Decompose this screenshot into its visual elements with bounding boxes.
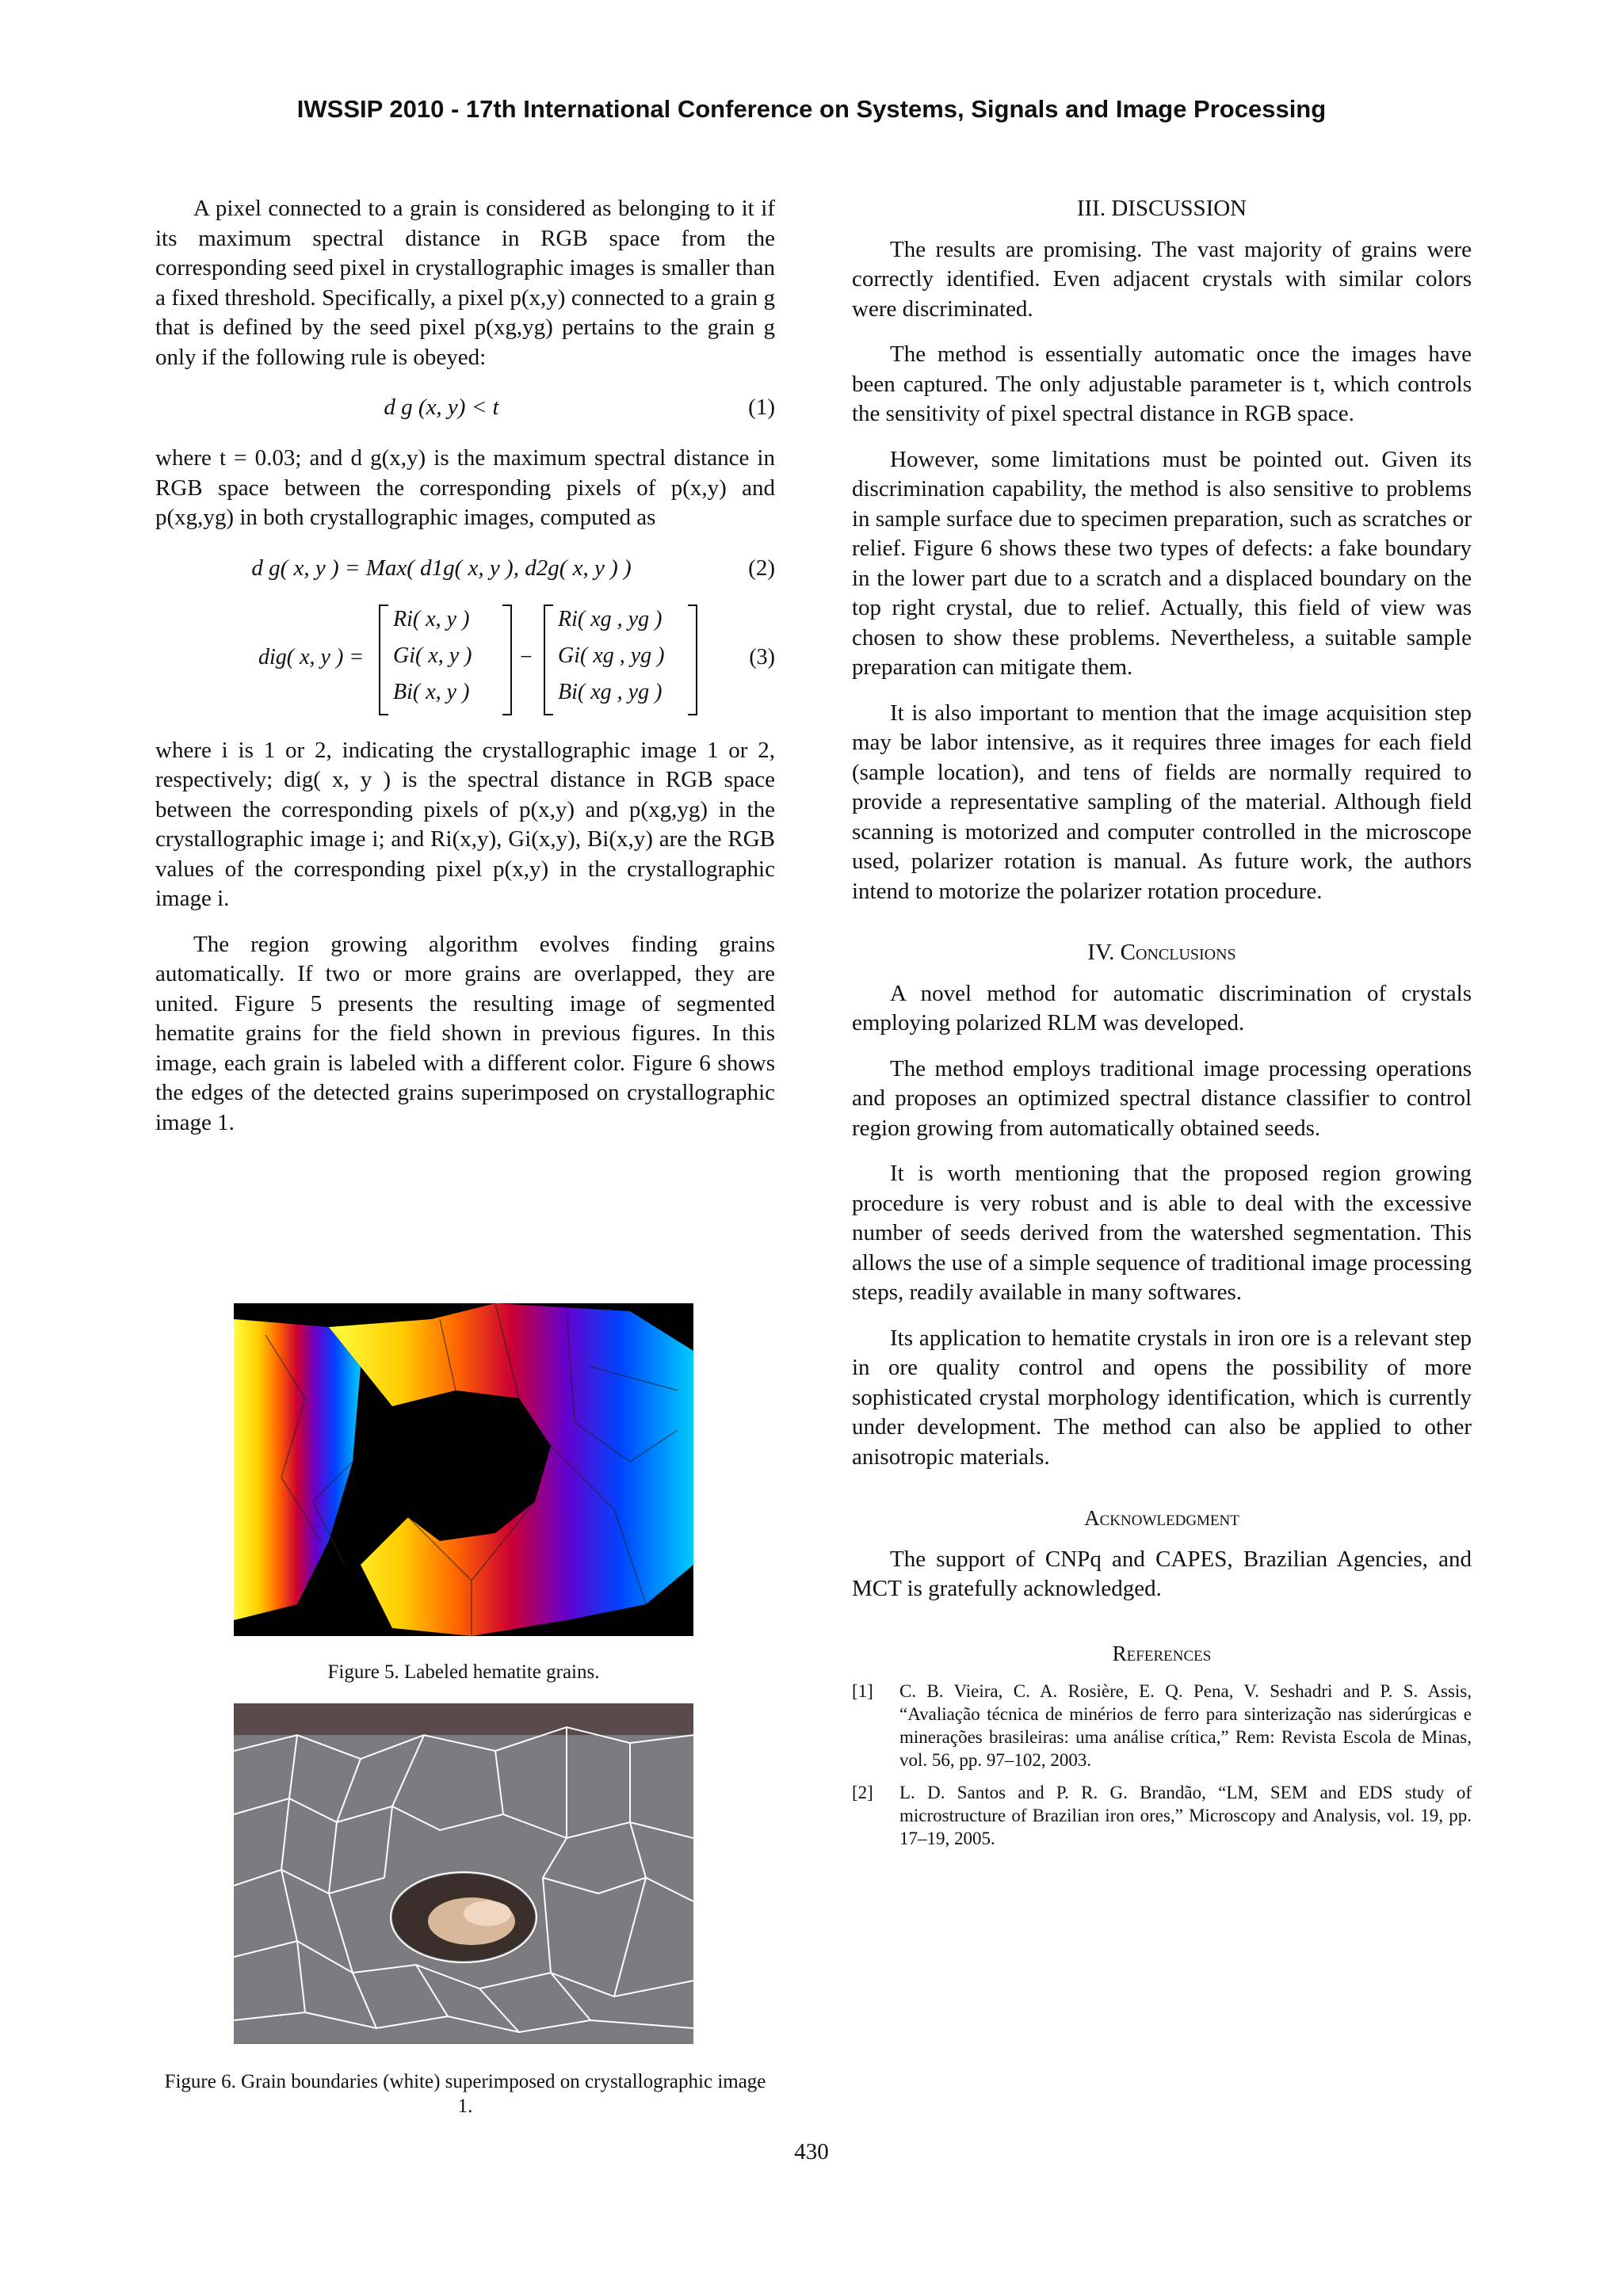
matrix-b-left-bracket	[544, 605, 553, 715]
paragraph-results: The results are promising. The vast majority of grains were correctly identified. Even adjacent crystals with similar colors were discriminated.	[852, 236, 1472, 322]
page-number: 430	[794, 2139, 829, 2164]
matrix-a-row-b: Bi( x, y )	[393, 679, 470, 704]
acknowledgment-heading: Acknowledgment	[1084, 1506, 1239, 1530]
reference-text: L. D. Santos and P. R. G. Brandão, “LM, SEM and EDS study of microstructure of Brazilian iron ores,” Microscopy and Analysis, vol. 19, pp. 17–19, 2005.	[899, 1783, 1472, 1848]
equation-3-minus: −	[520, 644, 533, 669]
right-column	[852, 194, 1472, 1859]
paragraph-automatic: The method is essentially automatic once the images have been captured. The only adjustable parameter is t, which controls the sensitivity of pixel spectral distance in RGB space.	[852, 341, 1472, 426]
references-heading: References	[1112, 1641, 1212, 1665]
paragraph-acknowledgment: The support of CNPq and CAPES, Brazilian Agencies, and MCT is gratefully acknowledged.	[852, 1546, 1472, 1601]
figure-6-svg	[234, 1703, 693, 2044]
section-3-heading: III. DISCUSSION	[1076, 196, 1247, 221]
equation-2-body: d g( x, y ) = Max( d1g( x, y ), d2g( x, y ) )	[251, 555, 632, 581]
equation-1	[155, 388, 775, 429]
figure-5-svg	[234, 1303, 693, 1636]
conference-header: IWSSIP 2010 - 17th International Conference on Systems, Signals and Image Processing	[296, 95, 1327, 123]
equation-3	[155, 605, 775, 715]
equation-1-number: (1)	[748, 395, 775, 420]
figure-5-labeled-grains-image	[234, 1303, 693, 1636]
reference-item	[852, 1781, 1472, 1850]
paragraph-conclusion-3: It is worth mentioning that the proposed region growing procedure is very robust and is able to deal with the excessive number of seeds derived from the watershed segmentation. This allows the use of a simple sequence of traditional image processing steps, readily available in many softwares.	[852, 1161, 1472, 1305]
reference-tag: [1]	[852, 1681, 873, 1701]
paragraph-acquisition: It is also important to mention that the image acquisition step may be labor intensive, as it requires three images for each field (sample location), and tens of fields are normally required to provide a representative sampling of the material. Although field scanning is motorized and computer controlled in the microscope used, polarizer rotation is manual. As future work, the authors intend to motorize the polarizer rotation procedure.	[852, 700, 1472, 904]
matrix-a-row-r: Ri( x, y )	[393, 606, 470, 631]
paragraph-conclusion-4: Its application to hematite crystals in iron ore is a relevant step in ore quality control and opens the possibility of more sophisticated crystal morphology identification, which is currently under development. The method can also be applied to other anisotropic materials.	[852, 1325, 1472, 1470]
matrix-b-row-b: Bi( xg , yg )	[558, 679, 663, 704]
paragraph-conclusion-1: A novel method for automatic discrimination of crystals employing polarized RLM was developed.	[852, 980, 1472, 1035]
matrix-b-right-bracket	[688, 605, 697, 715]
equation-2-number: (2)	[748, 555, 775, 581]
left-column	[155, 194, 775, 1154]
reference-list	[852, 1680, 1472, 1850]
matrix-b-row-g: Gi( xg , yg )	[558, 643, 665, 668]
paragraph-region-growing: The region growing algorithm evolves finding grains automatically. If two or more grains are overlapped, they are united. Figure 5 presents the resulting image of segmented hematite grains for the field shown in previous figures. In this image, each grain is labeled with a different color. Figure 6 shows the edges of the detected grains superimposed on crystallographic image 1.	[155, 931, 775, 1135]
paragraph-conclusion-2: The method employs traditional image processing operations and proposes an optimized spectral distance classifier to control region growing from automatically obtained seeds.	[852, 1055, 1472, 1141]
equation-1-body: d g (x, y) < t	[384, 395, 499, 420]
reference-item	[852, 1680, 1472, 1772]
figure-6-caption: Figure 6. Grain boundaries (white) superimposed on crystallographic image 1.	[164, 2071, 766, 2117]
paragraph-region-rule: A pixel connected to a grain is considered as belonging to it if its maximum spectral distance in RGB space from the corresponding seed pixel in crystallographic images is smaller than a fixed threshold. Specifically, a pixel p(x,y) connected to a grain g that is defined by the seed pixel p(xg,yg) pertains to the grain g only if the following rule is obeyed:	[155, 196, 775, 370]
matrix-a-right-bracket	[502, 605, 512, 715]
figure-6-grain-boundaries-image	[234, 1703, 693, 2044]
matrix-b-row-r: Ri( xg , yg )	[558, 606, 663, 631]
paragraph-limitations: However, some limitations must be pointed out. Given its discrimination capability, the method is also sensitive to problems in sample surface due to specimen preparation, such as scratches or relief. Figure 6 shows these two types of defects: a fake boundary in the lower part due to a scratch and a displaced boundary on the top right crystal, due to relief. Actually, this field of view was chosen to show these problems. Nevertheless, a suitable sample preparation can mitigate them.	[852, 446, 1472, 680]
matrix-a-row-g: Gi( x, y )	[393, 643, 472, 668]
figure-5-caption: Figure 5. Labeled hematite grains.	[327, 1661, 600, 1683]
paragraph-threshold: where t = 0.03; and d g(x,y) is the maximum spectral distance in RGB space between the corresponding pixels of p(x,y) and p(xg,yg) in both crystallographic images, computed as	[155, 445, 775, 530]
equation-3-lhs: dig( x, y ) =	[258, 644, 365, 669]
reference-tag: [2]	[852, 1783, 873, 1802]
paragraph-definitions: where i is 1 or 2, indicating the crystallographic image 1 or 2, respectively; dig( x, y ) is the spectral distance in RGB space between the corresponding pixels of p(x,y) and p(xg,yg) in the crystallographic image i; and Ri(x,y), Gi(x,y), Bi(x,y) are the RGB values of the corresponding pixel p(x,y) in the crystallographic image i.	[155, 737, 775, 911]
matrix-a-left-bracket	[379, 605, 388, 715]
reference-text: C. B. Vieira, C. A. Rosière, E. Q. Pena, V. Seshadri and P. S. Assis, “Avaliação técnica de minérios de ferro para sinterização nas siderúrgicas e minerações brasileiras: uma análise crítica,” Rem: Revista Escola de Minas, vol. 56, pp. 97–102, 2003.	[899, 1681, 1472, 1770]
section-4-heading: IV. Conclusions	[1087, 940, 1236, 965]
equation-2	[155, 549, 775, 590]
equation-3-number: (3)	[749, 644, 775, 669]
